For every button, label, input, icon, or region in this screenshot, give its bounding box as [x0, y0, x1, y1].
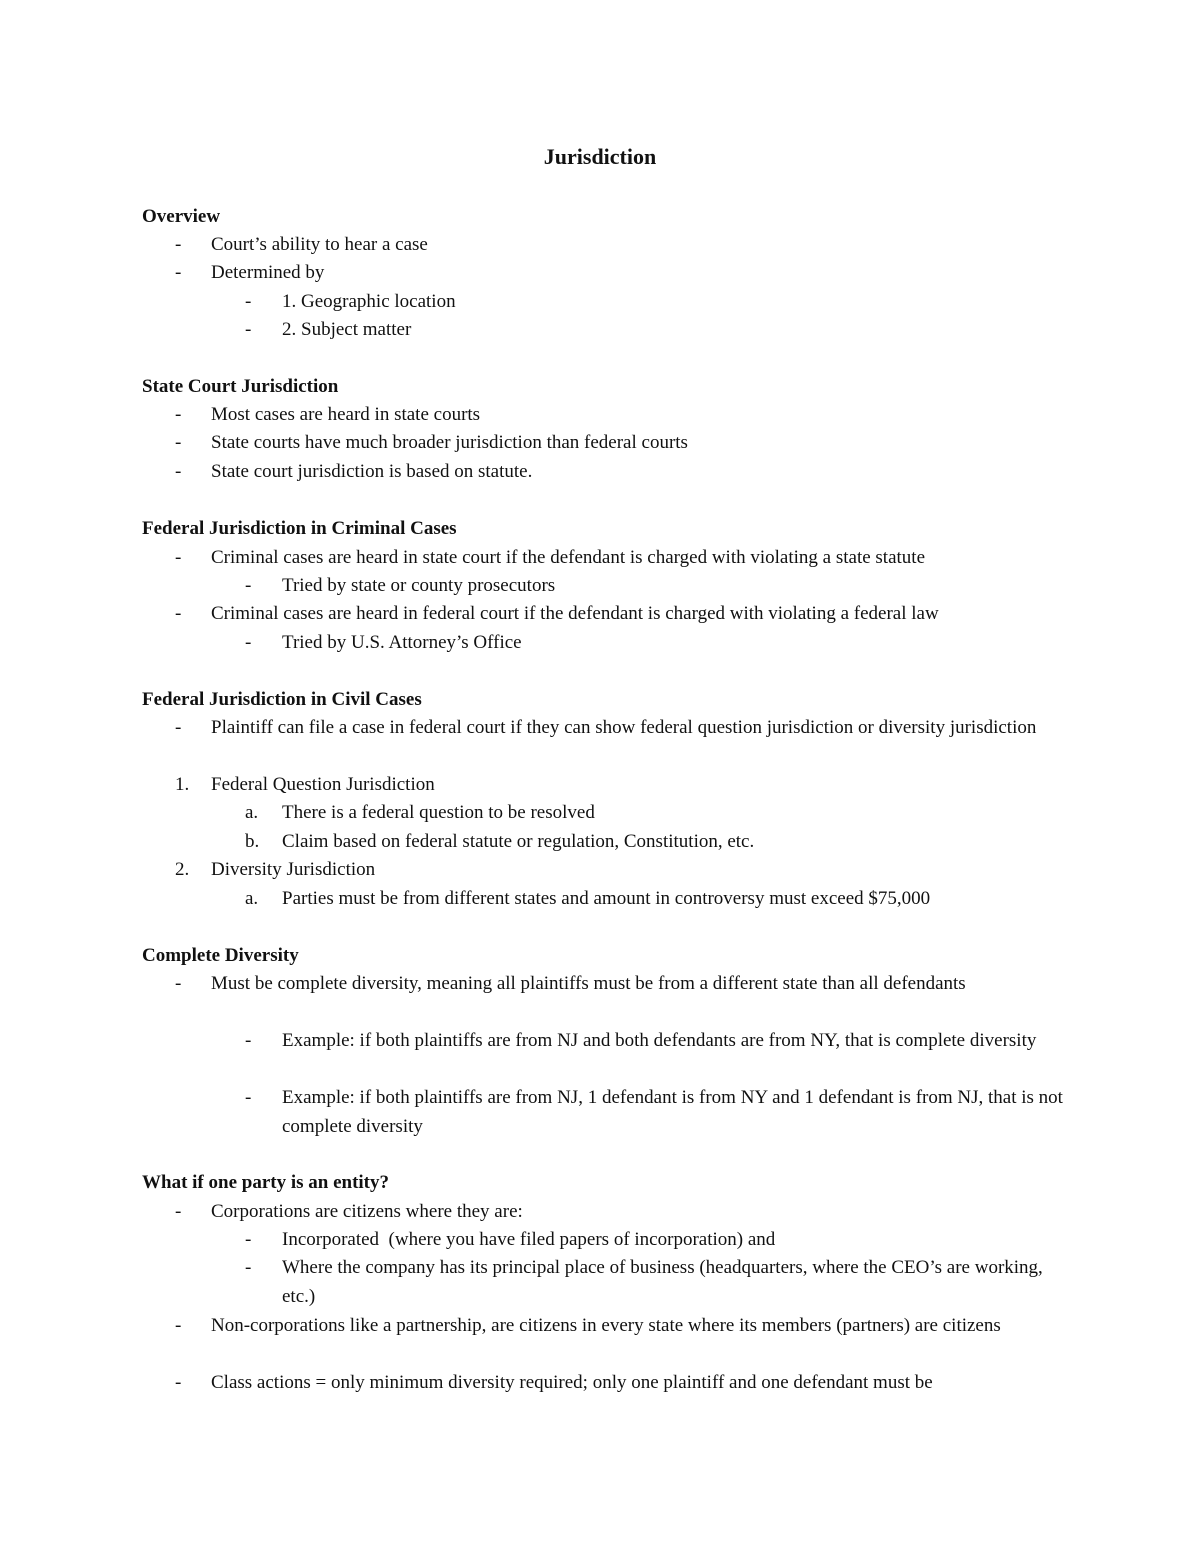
list-marker: - — [175, 603, 182, 624]
list-item: Federal Question Jurisdiction — [211, 774, 435, 795]
list-marker: - — [175, 461, 182, 482]
list-marker: - — [175, 717, 182, 738]
list-item: Tried by state or county prosecutors — [282, 575, 556, 596]
list-marker: - — [175, 234, 182, 255]
list-marker: b. — [245, 831, 260, 852]
list-marker: a. — [245, 888, 259, 909]
list-marker: - — [245, 632, 252, 653]
list-item: Most cases are heard in state courts — [211, 404, 481, 425]
list-marker: - — [175, 1372, 182, 1393]
list-item: There is a federal question to be resolved — [282, 802, 595, 823]
list-marker: 2. — [175, 859, 190, 880]
list-item: State court jurisdiction is based on statute. — [211, 461, 533, 482]
list-item: Where the company has its principal place of business (headquarters, where the CEO’s are working, etc.) — [282, 1257, 1043, 1307]
list-marker: - — [175, 547, 182, 568]
list-marker: - — [175, 1201, 182, 1222]
list-marker: - — [175, 262, 182, 283]
list-item: Determined by — [211, 262, 325, 283]
list-item: 2. Subject matter — [282, 319, 412, 340]
list-marker: - — [245, 575, 252, 596]
section-heading-state: State Court Jurisdiction — [142, 376, 339, 397]
list-item: Corporations are citizens where they are: — [211, 1201, 523, 1222]
list-marker: - — [245, 1229, 252, 1250]
list-item: Criminal cases are heard in state court if the defendant is charged with violating a state statute — [211, 547, 926, 568]
list-item: Must be complete diversity, meaning all plaintiffs must be from a different state than all defendants — [211, 973, 966, 994]
list-item: State courts have much broader jurisdiction than federal courts — [211, 432, 688, 453]
list-marker: - — [245, 1257, 252, 1278]
list-item: Criminal cases are heard in federal court if the defendant is charged with violating a federal law — [211, 603, 939, 624]
list-item: Class actions = only minimum diversity required; only one plaintiff and one defendant must be — [211, 1372, 933, 1393]
list-marker: a. — [245, 802, 259, 823]
section-heading-complete-diversity: Complete Diversity — [142, 945, 299, 966]
list-marker: 1. — [175, 774, 190, 795]
section-heading-overview: Overview — [142, 206, 221, 227]
list-item: Diversity Jurisdiction — [211, 859, 376, 880]
list-marker: - — [245, 1030, 252, 1051]
list-item: Parties must be from different states and amount in controversy must exceed $75,000 — [282, 888, 931, 909]
list-marker: - — [175, 404, 182, 425]
list-item: Claim based on federal statute or regulation, Constitution, etc. — [282, 831, 755, 852]
list-item: Non-corporations like a partnership, are citizens in every state where its members (partners) are citizens — [211, 1315, 1001, 1336]
list-item: Plaintiff can file a case in federal court if they can show federal question jurisdiction or diversity jurisdiction — [211, 717, 1037, 738]
document-title: Jurisdiction — [543, 144, 657, 169]
list-item: Incorporated (where you have filed papers of incorporation) and — [282, 1229, 776, 1250]
list-marker: - — [175, 973, 182, 994]
list-marker: - — [175, 1315, 182, 1336]
list-item: Example: if both plaintiffs are from NJ, 1 defendant is from NY and 1 defendant is from NJ, that is not complete diversity — [282, 1087, 1063, 1137]
list-marker: - — [175, 432, 182, 453]
section-heading-entity: What if one party is an entity? — [142, 1172, 389, 1193]
section-heading-civil: Federal Jurisdiction in Civil Cases — [142, 689, 422, 710]
list-marker: - — [245, 319, 252, 340]
list-marker: - — [245, 291, 252, 312]
list-item: Example: if both plaintiffs are from NJ and both defendants are from NY, that is complete diversity — [282, 1030, 1037, 1051]
section-heading-criminal: Federal Jurisdiction in Criminal Cases — [142, 518, 457, 539]
list-item: Court’s ability to hear a case — [211, 234, 428, 255]
list-item: 1. Geographic location — [282, 291, 456, 312]
list-item: Tried by U.S. Attorney’s Office — [282, 632, 522, 653]
list-marker: - — [245, 1087, 252, 1108]
